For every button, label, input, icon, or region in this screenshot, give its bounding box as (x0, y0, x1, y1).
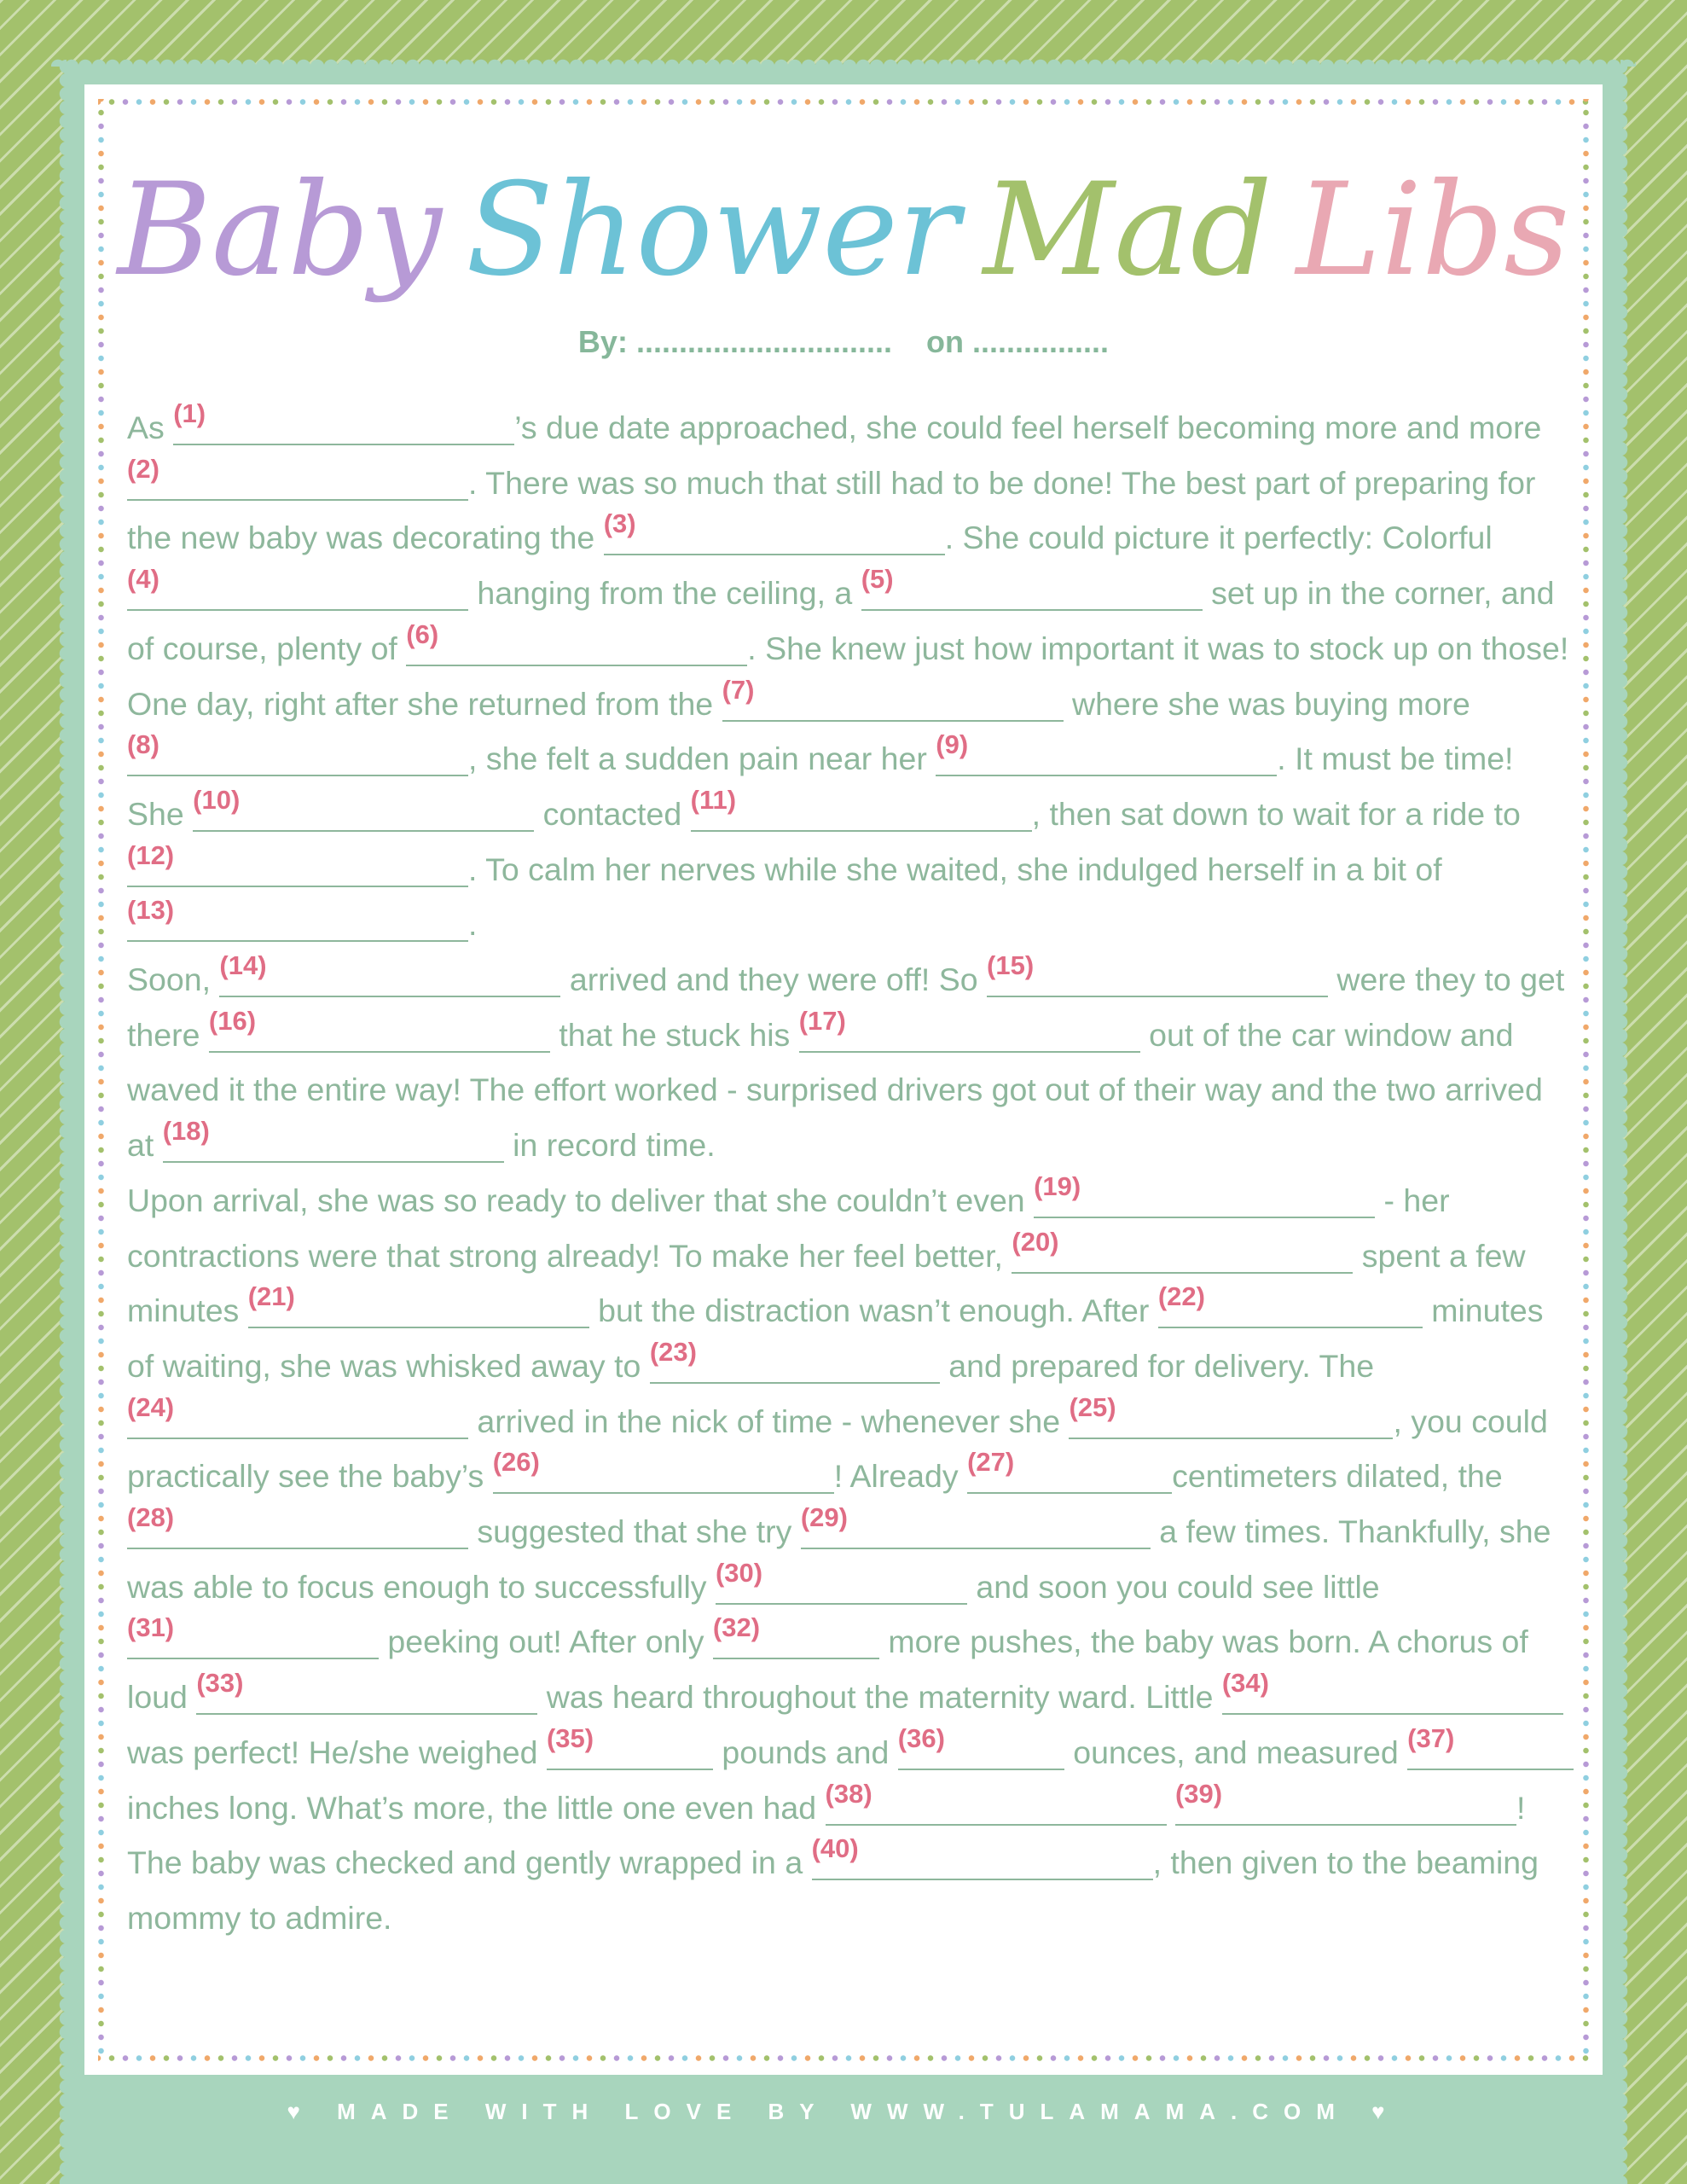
story-text: , you could practically see the baby’s (127, 1403, 1548, 1495)
story-text: Upon arrival, she was so ready to deliver that she couldn’t even (127, 1182, 1035, 1218)
blank-field-21[interactable] (247, 1281, 589, 1328)
blank-field-30[interactable] (715, 1557, 967, 1605)
story-text: Soon, (127, 961, 220, 998)
story-text (1167, 1790, 1175, 1826)
blank-number: (1) (173, 398, 206, 428)
blank-number: (15) (987, 950, 1035, 981)
blank-field-35[interactable] (546, 1722, 713, 1770)
on-date-field[interactable]: ................ (972, 324, 1110, 359)
blank-field-28[interactable] (127, 1502, 468, 1549)
blank-number: (9) (936, 729, 969, 760)
blank-number: (17) (798, 1005, 846, 1036)
blank-number: (23) (649, 1336, 697, 1367)
blank-field-15[interactable] (987, 950, 1328, 997)
blank-field-5[interactable] (861, 564, 1203, 611)
blank-field-7[interactable] (722, 674, 1064, 722)
story-text: , then given to the beaming mommy to admire. (127, 1844, 1539, 1936)
blank-field-10[interactable] (193, 784, 534, 832)
blank-field-3[interactable] (603, 508, 945, 555)
blank-field-39[interactable] (1174, 1778, 1516, 1826)
story-text: ’s due date approached, she could feel herself becoming more and more (514, 410, 1542, 445)
blank-field-13[interactable] (127, 895, 468, 942)
page-title (84, 124, 1603, 337)
blank-number: (26) (492, 1447, 540, 1478)
blank-number: (35) (546, 1722, 594, 1753)
blank-field-8[interactable] (127, 729, 468, 776)
story-text: that he stuck his (549, 1016, 799, 1053)
blank-number: (25) (1069, 1391, 1116, 1422)
story-text: were they to get there (127, 961, 1565, 1053)
blank-number: (4) (127, 564, 159, 595)
blank-field-31[interactable] (127, 1612, 379, 1659)
story-text: minutes of waiting, she was whisked away to (127, 1292, 1544, 1384)
story-text: . It must be time! She (127, 741, 1514, 832)
blank-number: (37) (1407, 1722, 1455, 1753)
on-label: on (926, 324, 965, 359)
title-word-libs: Libs (1296, 156, 1570, 305)
story-text: . (468, 906, 478, 943)
blank-field-9[interactable] (936, 729, 1277, 776)
story-text: in record time. (503, 1127, 716, 1164)
blank-number: (38) (825, 1778, 872, 1809)
story-text: out of the car window and waved it the entire way! The effort worked - surprised drivers got out of their way and the two arrived at (127, 1016, 1543, 1164)
story-body (127, 400, 1577, 1946)
story-text: was heard throughout the maternity ward. Little (537, 1679, 1222, 1716)
blank-field-38[interactable] (825, 1778, 1167, 1826)
blank-field-11[interactable] (690, 784, 1032, 832)
blank-number: (22) (1157, 1281, 1205, 1312)
story-text: arrived in the nick of time - whenever she (468, 1403, 1070, 1439)
blank-number: (19) (1034, 1170, 1081, 1201)
blank-number: (39) (1174, 1778, 1223, 1809)
blank-field-22[interactable] (1157, 1281, 1423, 1328)
scallop-border-left (53, 60, 67, 2184)
story-text: . She knew just how important it was to stock up on those! (747, 630, 1569, 666)
story-text: but the distraction wasn’t enough. After (588, 1292, 1158, 1329)
blank-number: (12) (127, 839, 175, 870)
blank-field-27[interactable] (967, 1447, 1172, 1494)
blank-field-26[interactable] (492, 1447, 834, 1494)
blank-number: (13) (127, 895, 175, 926)
blank-number: (34) (1221, 1668, 1269, 1699)
story-text: ! Already (833, 1458, 968, 1495)
blank-field-2[interactable] (127, 453, 468, 501)
title-word-baby: Baby (117, 156, 443, 305)
story-text: , she felt a sudden pain near her (468, 741, 936, 777)
story-text: a few times. Thankfully, she was able to focus enough to successfully (127, 1513, 1551, 1605)
story-text: One day, right after she returned from the (127, 685, 722, 722)
blank-field-1[interactable] (173, 398, 514, 445)
story-paragraph-1 (127, 400, 1577, 677)
story-paragraph-4 (127, 1170, 1577, 1946)
story-text: hanging from the ceiling, a (468, 575, 861, 612)
blank-field-40[interactable] (811, 1833, 1153, 1880)
dotted-border-top (98, 99, 1589, 105)
title-word-shower: Shower (466, 156, 959, 305)
story-text: centimeters dilated, the (1172, 1458, 1503, 1495)
story-text: peeking out! After only (379, 1623, 713, 1660)
blank-number: (27) (967, 1447, 1015, 1478)
blank-field-4[interactable] (127, 564, 468, 611)
story-text: was perfect! He/she weighed (127, 1734, 547, 1770)
blank-number: (7) (722, 674, 755, 705)
blank-field-29[interactable] (800, 1502, 1151, 1549)
story-text: ! The baby was checked and gently wrapped in a (127, 1789, 1526, 1881)
story-text: - her contractions were that strong already! To make her feel better, (127, 1182, 1450, 1274)
blank-number: (21) (247, 1281, 295, 1312)
dotted-border-left (98, 99, 104, 2061)
blank-number: (2) (127, 453, 159, 484)
blank-field-36[interactable] (897, 1722, 1064, 1770)
blank-number: (32) (712, 1612, 761, 1643)
story-text: suggested that she try (468, 1513, 801, 1550)
story-paragraph-2 (127, 674, 1577, 953)
blank-field-25[interactable] (1069, 1391, 1393, 1439)
blank-field-37[interactable] (1407, 1722, 1574, 1770)
blank-number: (36) (897, 1722, 945, 1753)
story-text: where she was buying more (1063, 685, 1470, 722)
scallop-border-right (1620, 60, 1634, 2184)
blank-number: (11) (690, 784, 737, 815)
blank-number: (10) (193, 784, 241, 815)
blank-number: (14) (219, 950, 267, 981)
story-text: arrived and they were off! So (560, 961, 988, 998)
story-text: and prepared for delivery. The (939, 1347, 1375, 1384)
story-text: more pushes, the baby was born. A chorus of loud (127, 1623, 1528, 1716)
story-text: , then sat down to wait for a ride to (1031, 795, 1521, 832)
footer-credit: ♥ MADE WITH LOVE BY WWW.TULAMAMA.COM ♥ (287, 2099, 1400, 2124)
blank-number: (16) (208, 1005, 257, 1036)
blank-number: (30) (715, 1557, 763, 1588)
title-word-mad: Mad (983, 156, 1272, 305)
blank-number: (31) (127, 1612, 175, 1643)
blank-field-19[interactable] (1034, 1170, 1375, 1218)
story-text: and soon you could see little (966, 1568, 1380, 1605)
blank-field-23[interactable] (649, 1336, 940, 1384)
blank-number: (24) (127, 1391, 175, 1422)
scallop-border-top (51, 53, 1636, 67)
blank-number: (29) (800, 1502, 848, 1533)
blank-field-33[interactable] (196, 1668, 537, 1715)
blank-field-18[interactable] (162, 1116, 504, 1163)
blank-number: (6) (406, 619, 439, 649)
story-text: . She could picture it perfectly: Colorful (944, 520, 1493, 556)
story-text: As (127, 410, 174, 445)
blank-field-20[interactable] (1012, 1226, 1353, 1274)
story-text: set up in the corner, and of course, plenty of (127, 575, 1555, 666)
dotted-border-bottom (98, 2055, 1589, 2061)
blank-field-34[interactable] (1221, 1668, 1563, 1715)
blank-number: (28) (127, 1502, 175, 1533)
blank-field-32[interactable] (712, 1612, 879, 1659)
story-text: . To calm her nerves while she waited, she indulged herself in a bit of (468, 851, 1442, 887)
blank-field-17[interactable] (798, 1005, 1140, 1053)
story-text: ounces, and measured (1064, 1734, 1408, 1770)
story-text: spent a few minutes (127, 1237, 1526, 1329)
blank-number: (18) (162, 1116, 210, 1147)
blank-field-24[interactable] (127, 1391, 468, 1439)
story-text: . There was so much that still had to be done! The best part of preparing for the new baby was decorating the (127, 464, 1536, 556)
blank-number: (8) (127, 729, 159, 760)
blank-number: (33) (196, 1668, 244, 1699)
story-text: contacted (534, 795, 691, 832)
by-name-field[interactable]: .............................. (635, 324, 893, 359)
blank-field-6[interactable] (406, 619, 747, 666)
dotted-border-right (1583, 99, 1589, 2061)
story-paragraph-3 (127, 952, 1577, 1173)
byline (84, 324, 1603, 360)
by-label: By: (577, 324, 628, 359)
blank-field-16[interactable] (208, 1005, 550, 1053)
blank-field-12[interactable] (127, 839, 468, 887)
blank-number: (5) (861, 564, 894, 595)
story-text: inches long. What’s more, the little one even had (127, 1789, 826, 1826)
story-text: pounds and (712, 1734, 898, 1770)
blank-number: (3) (603, 508, 636, 539)
blank-number: (20) (1012, 1226, 1059, 1257)
blank-number: (40) (811, 1833, 859, 1864)
blank-field-14[interactable] (219, 950, 560, 997)
